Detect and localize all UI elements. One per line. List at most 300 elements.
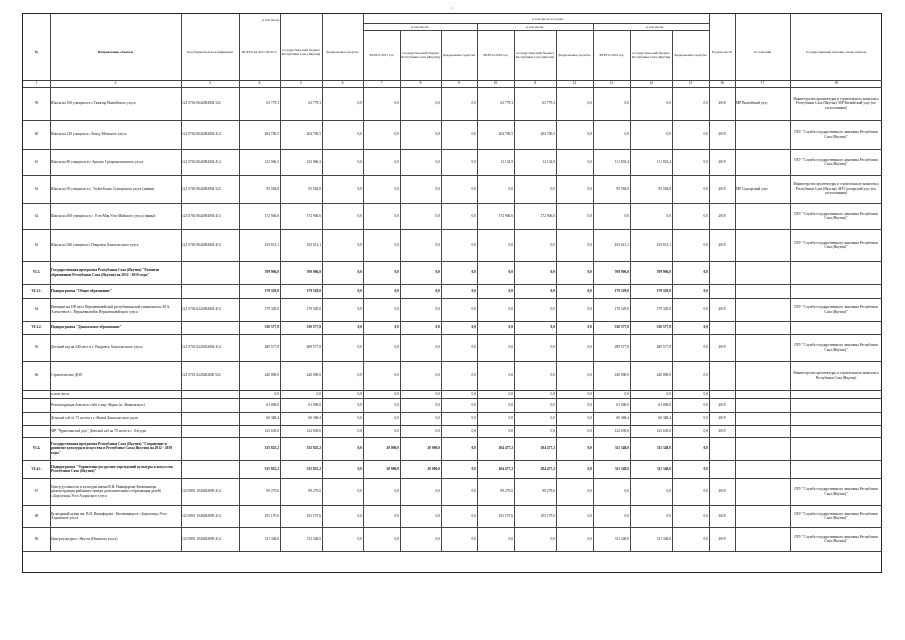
table-cell-state: 311 348,0 xyxy=(306,536,321,541)
table-cell-f19: 0,0 xyxy=(703,270,708,275)
table-cell-f19: 0,0 xyxy=(703,428,708,433)
table-cell-f17: 0,0 xyxy=(471,213,476,218)
table-cell-cust xyxy=(735,321,790,334)
table-cell-cap: 2019 xyxy=(718,242,726,247)
table-cell-fed: 0,0 xyxy=(357,270,362,275)
table-cell-s19: 311 348,0 xyxy=(656,446,671,451)
table-cell-name: Школа на 400 учащихся в с. Усть-Мая Усть-Майского улуса (заявка) xyxy=(51,213,156,218)
table-cell-s19: 0,0 xyxy=(666,489,671,494)
table-cell-name: Школа на 80 учащихся в с.Арылах Среднеколымского улуса xyxy=(51,159,144,164)
table-cell-cap xyxy=(709,261,735,284)
table-cell-no: VI.3.2. xyxy=(31,325,42,330)
table-cell-t18: 0,0 xyxy=(508,186,513,191)
header-no: № xyxy=(34,50,39,54)
table-cell-org: ГКУ "Служба государственного заказчика Республики Саха (Якутия)" xyxy=(794,511,878,520)
table-cell-t19: 709 906,8 xyxy=(614,270,629,275)
header-capacity: Ед.мощ ности xyxy=(711,50,733,54)
table-cell-s18: 0,0 xyxy=(550,402,555,407)
table-cell-s19: 530 577,8 xyxy=(656,325,671,330)
table-cell-t17: 0,0 xyxy=(394,428,399,433)
table-cell-s19: 122 639,6 xyxy=(656,428,671,433)
table-cell-f17: 0,0 xyxy=(471,345,476,350)
table-cell-no: 68 xyxy=(34,513,39,518)
header-total-2019: ВСЕГО 2019 год xyxy=(599,53,624,57)
table-cell-t18: 105 197,6 xyxy=(498,513,513,518)
table-cell-total: 63 779,3 xyxy=(266,101,279,106)
column-number: 4 xyxy=(258,81,261,86)
table-cell-name: Строительство ДОО xyxy=(51,373,83,378)
table-cell-org xyxy=(790,390,882,398)
table-cell-f18: 0,0 xyxy=(587,466,592,471)
table-cell-s19: 60 368,4 xyxy=(658,416,671,421)
table-cell-f18: 0,0 xyxy=(587,288,592,293)
table-cell-f19: 0,0 xyxy=(703,307,708,312)
table-cell-s17: 0,0 xyxy=(435,402,440,407)
table-cell-t19: 311 348,0 xyxy=(614,536,629,541)
table-cell-state: 105 197,6 xyxy=(306,513,321,518)
table-cell-no xyxy=(23,390,50,398)
table-cell-fed: 0,0 xyxy=(357,536,362,541)
table-cell-s18: 0,0 xyxy=(550,416,555,421)
table-cell-s17: 0,0 xyxy=(435,428,440,433)
table-cell-fed: 0,0 xyxy=(357,416,362,421)
table-cell-name: Школа на 50 учащихся в с. Уолба-Бясях Сунтарского улуса (заявка) xyxy=(51,186,155,191)
table-cell-code xyxy=(181,398,239,412)
table-cell-total: 709 906,8 xyxy=(264,270,279,275)
table-cell-s17: 0,0 xyxy=(435,536,440,541)
table-cell-s17: 0,0 xyxy=(435,288,440,293)
table-cell-name: Подпрограмма "Дошкольное образование" xyxy=(51,325,122,330)
table-cell-state: 179 329,0 xyxy=(306,307,321,312)
table-cell-s18: 0,0 xyxy=(550,242,555,247)
table-cell-t18: 204 700,5 xyxy=(498,132,513,137)
table-cell-t17: 0,0 xyxy=(394,391,399,396)
table-cell-s18: 0,0 xyxy=(550,536,555,541)
table-cell-fed: 0,0 xyxy=(357,402,362,407)
table-cell-f18: 0,0 xyxy=(587,101,592,106)
table-cell-f17: 0,0 xyxy=(471,402,476,407)
table-cell-t19: 122 639,6 xyxy=(614,428,629,433)
table-cell-fed: 0,0 xyxy=(357,288,362,293)
table-cell-s17: 0,0 xyxy=(435,307,440,312)
table-cell-state: 179 329,0 xyxy=(306,288,321,293)
table-cell-t19: 433 613,1 xyxy=(614,242,629,247)
header-direction: Направления, объекты xyxy=(97,50,134,54)
table-cell-cust xyxy=(735,478,790,505)
table-cell-f17: 0,0 xyxy=(471,186,476,191)
table-cell-t17: 0,0 xyxy=(394,186,399,191)
table-cell-org xyxy=(790,437,882,460)
table-cell-f17: 0,0 xyxy=(471,159,476,164)
table-cell-total: 122 639,6 xyxy=(264,428,279,433)
table-cell-t17: 0,0 xyxy=(394,159,399,164)
table-cell-no: VI.4.1. xyxy=(31,466,42,471)
table-cell-cap: 2018 xyxy=(718,101,726,106)
table-cell-f18: 0,0 xyxy=(587,325,592,330)
table-cell-code: 121 0701 6220284000 522 xyxy=(182,373,221,378)
table-cell-f17: 0,0 xyxy=(471,489,476,494)
table-cell-fed: 0,0 xyxy=(357,186,362,191)
column-number: 7 xyxy=(380,81,383,86)
table-cell-f19: 0,0 xyxy=(703,186,708,191)
table-cell-name: Детский сад на 240 мест в г. Покровск Хангаласского улуса xyxy=(51,345,143,350)
table-cell-t17: 0,0 xyxy=(394,373,399,378)
table-cell-no: 62 xyxy=(34,213,39,218)
column-number: 18 xyxy=(834,81,838,86)
table-cell-code xyxy=(181,425,239,437)
table-cell-cap xyxy=(709,284,735,298)
table-cell-f17: 0,0 xyxy=(471,446,476,451)
table-cell-no: 66 xyxy=(34,373,39,378)
table-cell-s19: 179 329,0 xyxy=(656,288,671,293)
table-cell-org: Министерство архитектуры и строительного комплекса Республики Саха (Якутия) xyxy=(793,371,879,380)
table-cell-name: Государственная программа Республики Саха (Якутия) "Сохранение и развитие культуры и искусства в Республике Саха (Якутия) на 2012 - 2019 годы" xyxy=(51,441,173,455)
table-cell-t19: 0,0 xyxy=(624,101,629,106)
table-cell-f17: 0,0 xyxy=(471,416,476,421)
table-cell-cust: МР Сунтарский улус xyxy=(736,186,769,191)
table-cell-s18: 172 946,6 xyxy=(540,213,555,218)
table-cell-state: 99 279,6 xyxy=(308,489,321,494)
table-cell-cust xyxy=(735,398,790,412)
table-cell-total: 123 966,3 xyxy=(264,159,279,164)
header-deadline: Госзаказчик xyxy=(753,50,772,54)
table-cell-org: ГКУ "Служба государственного заказчика Республики Саха (Якутия)" xyxy=(794,157,878,166)
table-cell-cap: 2019 xyxy=(718,536,726,541)
table-cell-f19: 0,0 xyxy=(703,513,708,518)
table-cell-t19: 289 577,8 xyxy=(614,345,629,350)
table-cell-t19: 179 329,0 xyxy=(614,288,629,293)
column-number: 8 xyxy=(419,81,422,86)
table-cell-no: 61 xyxy=(34,186,39,191)
table-cell-f18: 0,0 xyxy=(587,428,592,433)
table-cell-s19: 179 329,0 xyxy=(656,307,671,312)
table-cell-t18: 0,0 xyxy=(508,242,513,247)
table-cell-f19: 0,0 xyxy=(703,345,708,350)
table-cell-f19: 0,0 xyxy=(703,242,708,247)
table-cell-fed: 0,0 xyxy=(357,307,362,312)
table-cell-org: Министерство архитектуры и строительного комплекса Республики Саха (Якутия), МР Сунтарский улус (по согласованию) xyxy=(793,182,879,196)
table-cell-t18: 0,0 xyxy=(508,270,513,275)
table-cell-s19: 95 584,8 xyxy=(658,186,671,191)
header-federal-2018: федеральные средства xyxy=(558,53,591,57)
table-cell-f17: 0,0 xyxy=(471,101,476,106)
table-cell-state: 61 000,0 xyxy=(308,402,321,407)
table-cell-state: 535 825,2 xyxy=(306,466,321,471)
table-cell-s17: 0,0 xyxy=(435,416,440,421)
table-cell-t17: 0,0 xyxy=(394,513,399,518)
table-cell-s17: 0,0 xyxy=(435,242,440,247)
column-number: 12 xyxy=(572,81,577,86)
table-cell-fed: 0,0 xyxy=(357,213,362,218)
table-cell-fed: 0,0 xyxy=(357,489,362,494)
table-cell-total: 289 577,8 xyxy=(264,345,279,350)
table-cell-s19: 0,0 xyxy=(666,101,671,106)
table-cell-total: 240 000,0 xyxy=(264,373,279,378)
table-cell-s18: 0,0 xyxy=(550,270,555,275)
table-cell-no: VI.4. xyxy=(32,446,41,451)
table-cell-cust xyxy=(735,425,790,437)
column-number: 13 xyxy=(609,81,614,86)
table-cell-code xyxy=(181,284,239,298)
table-cell-t18: 0,0 xyxy=(508,416,513,421)
table-cell-f17: 0,0 xyxy=(471,391,476,396)
table-cell-cust xyxy=(735,120,790,149)
table-cell-s18: 0,0 xyxy=(550,391,555,396)
table-cell-t19: 0,0 xyxy=(624,213,629,218)
table-cell-t19: 61 000,0 xyxy=(616,402,629,407)
table-cell-f19: 0,0 xyxy=(703,325,708,330)
table-cell-total: 433 613,1 xyxy=(264,242,279,247)
header-federal-2017: федеральные средства xyxy=(442,53,476,57)
table-cell-org: ГКУ "Служба государственного заказчика Республики Саха (Якутия)" xyxy=(794,305,878,314)
header-customer: Государственный заказчик/ плана закупок xyxy=(805,50,867,54)
table-cell-f18: 0,0 xyxy=(587,213,592,218)
table-cell-fed: 0,0 xyxy=(357,242,362,247)
table-cell-s19: 0,0 xyxy=(666,213,671,218)
table-cell-name: Школа на 220 учащихся с.Хонуу Момского улуса xyxy=(51,132,127,137)
table-cell-cust xyxy=(735,412,790,425)
table-cell-cap xyxy=(709,361,735,390)
table-cell-f18: 0,0 xyxy=(587,270,592,275)
table-cell-f18: 0,0 xyxy=(587,391,592,396)
table-cell-t17: 0,0 xyxy=(394,489,399,494)
table-cell-cust xyxy=(735,229,790,261)
table-cell-code xyxy=(181,460,239,478)
table-cell-f19: 0,0 xyxy=(703,402,708,407)
table-cell-state: 709 906,8 xyxy=(306,270,321,275)
table-cell-fed: 0,0 xyxy=(357,513,362,518)
header-state-2017: государствен-ный бюджет Республики Саха (Якутия) xyxy=(401,51,440,59)
table-cell-total: 179 329,0 xyxy=(264,307,279,312)
table-cell-cap: 2018 xyxy=(718,489,726,494)
table-cell-name: МР "Чурапчинский улус" Детский сад на 75 мест в с. Ожулун xyxy=(51,428,146,433)
table-cell-org xyxy=(790,261,882,284)
table-row-divider xyxy=(23,551,882,552)
table-cell-org: ГКУ "Служба государственного заказчика Республики Саха (Якутия)" xyxy=(794,534,878,543)
table-cell-s19: 311 348,0 xyxy=(656,466,671,471)
table-cell-code: 121 0702 0642084004 522 xyxy=(182,186,221,191)
table-cell-f18: 0,0 xyxy=(587,345,592,350)
table-cell-f17: 0,0 xyxy=(471,428,476,433)
table-cell-no: 67 xyxy=(34,489,39,494)
table-cell-cust xyxy=(735,437,790,460)
table-cell-cap: 2019 xyxy=(718,416,726,421)
table-cell-s19: 0,0 xyxy=(666,513,671,518)
column-number: 17 xyxy=(760,81,765,86)
table-cell-org: Министерство архитектуры и строительного комплекса Республики Саха (Якутия), МР Вилюйский улус (по согласованию) xyxy=(793,96,879,110)
table-cell-fed: 0,0 xyxy=(357,132,362,137)
table-cell-s19: 111 833,4 xyxy=(656,159,671,164)
investment-program-table xyxy=(22,13,882,573)
table-cell-t18: 63 779,3 xyxy=(500,101,513,106)
table-cell-code xyxy=(181,437,239,460)
table-cell-cap: 2018 xyxy=(718,132,726,137)
header-in-that-number-2017: в том числе: xyxy=(411,24,429,29)
column-number: 5 xyxy=(300,81,302,86)
table-cell-t19: 111 833,4 xyxy=(614,159,629,164)
table-cell-f17: 0,0 xyxy=(471,373,476,378)
table-cell-fed: 0,0 xyxy=(357,466,362,471)
table-cell-state: 60 368,4 xyxy=(308,416,321,421)
table-cell-name: Школа на 100 учащихся в с.Тюнгюр Вилюйского улуса xyxy=(51,101,136,106)
table-cell-s17: 0,0 xyxy=(435,345,440,350)
table-cell-s19: 311 348,0 xyxy=(656,536,671,541)
table-cell-code: 121 0702 0642084004 414 xyxy=(182,242,221,247)
header-in-that-number-1: в том числе: xyxy=(262,17,280,22)
table-cell-state: 535 825,2 xyxy=(306,446,321,451)
page-top-mark: , xyxy=(452,5,454,10)
table-cell-org xyxy=(790,321,882,334)
table-cell-s18: 204 477,2 xyxy=(540,446,555,451)
table-cell-total: 535 825,2 xyxy=(264,466,279,471)
table-cell-name: Реконструкция детского сада в мкр. Мархи (м. Маяковского) xyxy=(51,402,145,407)
table-cell-cust xyxy=(735,460,790,478)
table-cell-cap: 2019 xyxy=(718,402,726,407)
table-cell-code: 123 0801 1040284099 414 xyxy=(182,513,221,518)
table-cell-t18: 0,0 xyxy=(508,428,513,433)
table-cell-state: 433 613,1 xyxy=(306,242,321,247)
table-cell-no: 64 xyxy=(34,307,39,312)
table-cell-f18: 0,0 xyxy=(587,402,592,407)
table-cell-org xyxy=(790,412,882,425)
table-cell-f18: 0,0 xyxy=(587,159,592,164)
table-cell-t17: 0,0 xyxy=(394,402,399,407)
table-cell-t18: 12 132,9 xyxy=(500,159,513,164)
table-cell-no: 69 xyxy=(34,536,39,541)
table-cell-org xyxy=(790,425,882,437)
table-cell-cap xyxy=(709,437,735,460)
table-cell-s17: 20 000,0 xyxy=(427,466,440,471)
table-cell-cap xyxy=(709,460,735,478)
table-cell-no: 60 xyxy=(34,132,39,137)
header-state-2018: государствен-ный бюджет Республики Саха (Якутия) xyxy=(515,51,555,59)
table-cell-state: 123 966,3 xyxy=(306,159,321,164)
column-number: 16 xyxy=(720,81,724,86)
table-cell-cap xyxy=(709,390,735,398)
table-cell-f17: 0,0 xyxy=(471,270,476,275)
table-cell-cust xyxy=(735,334,790,361)
table-cell-t17: 0,0 xyxy=(394,213,399,218)
table-cell-s18: 204 477,2 xyxy=(540,466,555,471)
header-total-2018: ВСЕГО 2018 год xyxy=(483,53,508,57)
table-cell-f19: 0,0 xyxy=(703,101,708,106)
table-cell-f18: 0,0 xyxy=(587,307,592,312)
table-cell-s17: 0,0 xyxy=(435,373,440,378)
table-cell-total: 95 584,8 xyxy=(266,186,279,191)
table-cell-s17: 0,0 xyxy=(435,213,440,218)
table-cell-t18: 99 279,6 xyxy=(500,489,513,494)
table-cell-s17: 0,0 xyxy=(435,513,440,518)
table-cell-s18: 0,0 xyxy=(550,373,555,378)
table-cell-name: Интернат на 100 мест Верхневилюйской республиканской гимназии им. М.А. Алексеева в с. Верхневилюйск Верхневилюйского улуса xyxy=(51,305,171,314)
table-cell-org: ГКУ "Служба государственного заказчика Республики Саха (Якутия)" xyxy=(794,211,878,220)
table-cell-cust xyxy=(735,284,790,298)
table-cell-code: 123 0801 1040284099 414 xyxy=(182,536,221,541)
table-cell-t17: 0,0 xyxy=(394,288,399,293)
table-cell-s19: 0,0 xyxy=(666,391,671,396)
table-cell-total: 172 946,6 xyxy=(264,213,279,218)
table-cell-no: 63 xyxy=(34,242,39,247)
table-cell-name: Центр духовности и культуры имени В.И. Никифорова-Кюлюмнюра (реконструкция районного центра дополнительного образования детей) с.Борогонцы Усть-Алданского улуса xyxy=(51,484,161,498)
table-cell-fed: 0,0 xyxy=(357,446,362,451)
table-cell-t19: 0,0 xyxy=(624,489,629,494)
table-cell-s17: 0,0 xyxy=(435,186,440,191)
table-cell-cust xyxy=(735,390,790,398)
table-cell-org: ГКУ "Служба государственного заказчика Республики Саха (Якутия)" xyxy=(794,130,878,139)
table-cell-f17: 0,0 xyxy=(471,325,476,330)
table-cell-name: Культурный центр им. В.И. Никифорова - Кюлюмнюра в с.Борогонцы Усть-Алданского улуса xyxy=(51,511,168,520)
table-cell-f18: 0,0 xyxy=(587,416,592,421)
table-cell-code: 123 0801 1040284099 414 xyxy=(182,489,221,494)
table-cell-t19: 0,0 xyxy=(624,513,629,518)
table-cell-f19: 0,0 xyxy=(703,489,708,494)
header-federal: федеральные средства xyxy=(326,50,359,54)
table-cell-s18: 204 700,5 xyxy=(540,132,555,137)
table-cell-no: 61 xyxy=(34,159,39,164)
table-cell-cap: 2019 xyxy=(718,345,726,350)
table-cell-fed: 0,0 xyxy=(357,391,362,396)
table-cell-total: 535 825,2 xyxy=(264,446,279,451)
table-cell-s18: 105 197,6 xyxy=(540,513,555,518)
table-cell-name: Подпрограмма "Общее образование" xyxy=(51,288,112,293)
table-cell-s18: 12 132,9 xyxy=(542,159,555,164)
table-cell-t17: 0,0 xyxy=(394,536,399,541)
table-cell-f19: 0,0 xyxy=(703,132,708,137)
table-cell-fed: 0,0 xyxy=(357,325,362,330)
table-cell-t17: 0,0 xyxy=(394,307,399,312)
table-cell-total: 105 197,6 xyxy=(264,513,279,518)
grid-column-line xyxy=(477,23,478,30)
table-cell-f19: 0,0 xyxy=(703,288,708,293)
table-cell-s18: 63 779,3 xyxy=(542,101,555,106)
table-cell-no: 65 xyxy=(34,345,39,350)
table-cell-total: 204 700,5 xyxy=(264,132,279,137)
table-cell-t17: 0,0 xyxy=(394,270,399,275)
table-cell-t19: 179 329,0 xyxy=(614,307,629,312)
table-cell-s17: 20 000,0 xyxy=(427,446,440,451)
column-number: 6 xyxy=(341,81,344,86)
table-cell-f18: 0,0 xyxy=(587,446,592,451)
table-cell-f19: 0,0 xyxy=(703,446,708,451)
table-cell-cap: 2019 xyxy=(718,307,726,312)
grid-column-line xyxy=(593,23,594,30)
table-cell-cust xyxy=(735,149,790,175)
table-cell-no: VI.3.1. xyxy=(31,288,42,293)
table-cell-state: 289 577,8 xyxy=(306,345,321,350)
table-cell-cust xyxy=(735,298,790,321)
column-number: 3 xyxy=(209,81,211,86)
table-cell-name: Школа на 360 учащихся с.Покровск Хангаласского улуса xyxy=(51,242,139,247)
table-cell-fed: 0,0 xyxy=(357,159,362,164)
table-cell-t19: 311 348,0 xyxy=(614,446,629,451)
table-cell-s17: 0,0 xyxy=(435,391,440,396)
header-code: Код бюджетной классификации xyxy=(187,50,233,54)
table-cell-code: 121 0702 0642084004 414 xyxy=(182,213,221,218)
table-cell-name: Центр культуры г. Якутск (Намского улуса) xyxy=(51,536,118,541)
table-cell-s19: 0,0 xyxy=(666,132,671,137)
table-cell-f17: 0,0 xyxy=(471,242,476,247)
table-cell-total: 61 000,0 xyxy=(266,402,279,407)
table-cell-s18: 99 279,6 xyxy=(542,489,555,494)
column-number: 14 xyxy=(649,81,653,86)
table-cell-code: 121 0701 6220184004 414 xyxy=(182,345,221,350)
table-cell-no xyxy=(23,425,50,437)
table-cell-f19: 0,0 xyxy=(703,466,708,471)
table-cell-cap: 2018 xyxy=(718,513,726,518)
table-cell-cust xyxy=(735,361,790,390)
table-cell-f18: 0,0 xyxy=(587,186,592,191)
table-cell-f19: 0,0 xyxy=(703,159,708,164)
